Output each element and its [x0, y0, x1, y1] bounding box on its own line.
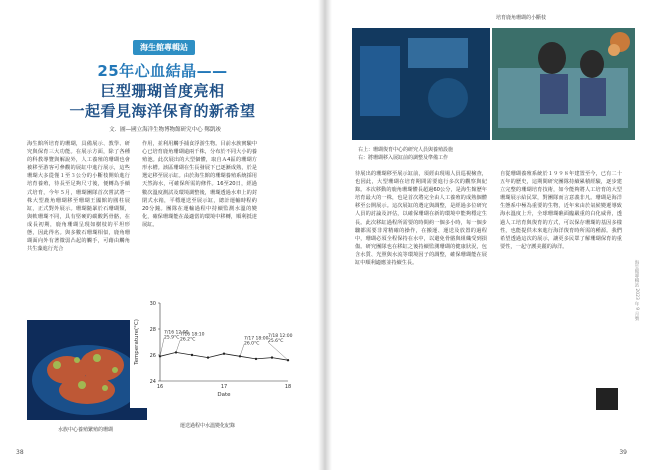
right-mid-caption-1: 右上：珊瑚復育中心的研究人員與養殖設施 [358, 147, 454, 153]
chart-caption: 運送過程中水溫變化紀錄 [180, 423, 236, 429]
page-gutter [318, 0, 332, 470]
data-point [271, 356, 273, 358]
annotation-label: 7/18 12:00 [268, 334, 293, 340]
right-mid-caption [358, 146, 453, 162]
data-point [223, 353, 225, 355]
temperature-chart [130, 293, 298, 408]
x-tick-label: 18 [284, 384, 292, 390]
page-number-left: 38 [16, 449, 24, 456]
y-tick-label: 24 [149, 379, 156, 385]
coral-caption: 水族中心養殖繁殖的珊瑚 [58, 427, 114, 433]
annotation-value: 26.0°C [244, 341, 260, 347]
annotation-value: 25.6°C [268, 339, 284, 345]
annotation-value: 25.9°C [164, 335, 180, 341]
x-tick-label: 16 [156, 384, 164, 390]
annotation-label: 7/16 18:10 [180, 332, 205, 338]
title-line-2: 巨型珊瑚首度亮相 [100, 82, 225, 100]
x-axis-label: Date [217, 392, 231, 398]
qr-code[interactable] [596, 388, 618, 410]
annotation-value: 26.2°C [180, 337, 196, 343]
byline: 文．圖—國立海洋生物博物館研究中心 鄭凱竣 [109, 127, 221, 133]
page-number-right: 39 [619, 449, 627, 456]
x-tick-label: 17 [220, 384, 228, 390]
title-line-1: 25年心血結晶—— [97, 62, 228, 80]
data-point [191, 354, 193, 356]
data-point [175, 351, 177, 353]
annotation-label: 7/17 18:00 [244, 336, 269, 342]
y-axis-label: Temperature(°C) [134, 319, 140, 365]
body-column-4: 自從珊瑚養殖系統於１９９８年建置至今，已有二十五年的歷史，這期間研究團隊持續累積經驗，逐步建立完整的珊瑚培育技術，如今能夠將人工培育的大型珊瑚展示給民眾，對團隊而言意義非凡。珊瑚是海洋生態系中極為重要的生物，近年來由於氣候變遷導致海水溫度上升，全球珊瑚礁面臨嚴重的白化威脅，透過人工培育與復育的方式，可以保存珊瑚的基因多樣性，也能提供未來進行海洋復育時所需的種源。我們希望透過這次的展示，讓更多民眾了解珊瑚保育的重要性，一起守護美麗的海洋。 [500, 171, 622, 250]
right-mid-caption-2: 右：將珊瑚移入展缸前的調整及準備工作 [358, 155, 449, 161]
body-column-1: 海生館所培育的珊瑚，具備展示、教學、研究與保育三大功能。在展示方面，除了各種的科教導覽與解說外，人工養殖的珊瑚也會被移至游客可參觀的展缸中進行展示，這些珊瑚大多從僅１至３公分的小斷枝開始進行培育養殖，待長至足夠尺寸後，便轉為手續式培育，今年５月，珊瑚團隊首次嘗試將一株大型鹿角珊瑚移至珊瑚王國館的圓柱展缸，正式對外展示。珊瑚隨暴於石珊瑚類，與軟珊瑚不同，具有堅硬的碳酸鈣骨骼，在成長初期，鹿角珊瑚呈現如樹枝的平坦形態，因此得名。與多數石珊瑚相似，鹿角珊瑚面向外有著微弱凸起的觸手，可藉由觸角共生藻進行光合 [27, 141, 130, 253]
body-column-3: 待展出的珊瑚移至展示缸前，須經由現場人員巡視檢查，也因此，大型珊瑚在培育期間需要進行多次的觀察與紀錄。本次移動的鹿角珊瑚體長超過60公分，是海生館歷年培育最大的一株，也是首次將完全由人工養殖的成熟個體移至公開展示。這次展缸的選定與調整，是經過多位研究人員的討論及評估，以確保珊瑚在新的環境中能夠穩定生長。此次移缸過程所需要的時間約一個多小時，每一個步驟都需要非常精確的操作，在搬運、運送及放置的過程中，珊瑚必須全程保持在水中，以避免骨骼與組織受到損傷。研究團隊也在移缸之後持續監測珊瑚的健康狀況，包含水質、光照與水流等環境因子的調整，確保珊瑚能在展缸中順利適應並持續生長。 [355, 171, 487, 267]
section-tag: 海生館專輯站 [133, 40, 195, 55]
body-column-2: 作用，並利用觸手捕食浮游生物。目前水族實驗中心已培育鹿角珊瑚逾兩千株，分布於不同大小的養殖池。此次展出的大型個體，取自Ａ4區的珊瑚方形水槽。該區珊瑚在生長發展下已逐漸成熟，於是選定移至展示缸。由於海生館的珊瑚養殖系統採用天然海水，可確保所需的條件。16至20日，經過數次溫度測試及環境調整後，珊瑚透過水車上的封閉式水箱，平穩運送至展示缸，總計運輸時程約20分鐘。團隊在運輸過程中持續監測水溫的變化，確保珊瑚能在最適當的環境中移轉，順利抵達展缸。 [142, 141, 257, 228]
lab-photo-collage [352, 28, 635, 140]
vertical-note: 海生館專輯站 2023 年 9 月號 [634, 260, 639, 321]
y-tick-label: 28 [149, 327, 156, 333]
y-tick-label: 30 [149, 301, 156, 307]
coral-photo [27, 320, 147, 420]
data-point [207, 356, 209, 358]
y-tick-label: 26 [149, 353, 156, 359]
data-point [255, 358, 257, 360]
title-line-3: 一起看見海洋保育的新希望 [69, 102, 256, 120]
right-top-caption: 培育鹿角珊瑚的小斷枝 [496, 15, 547, 21]
annotation-label: 7/16 12:00 [164, 330, 189, 336]
